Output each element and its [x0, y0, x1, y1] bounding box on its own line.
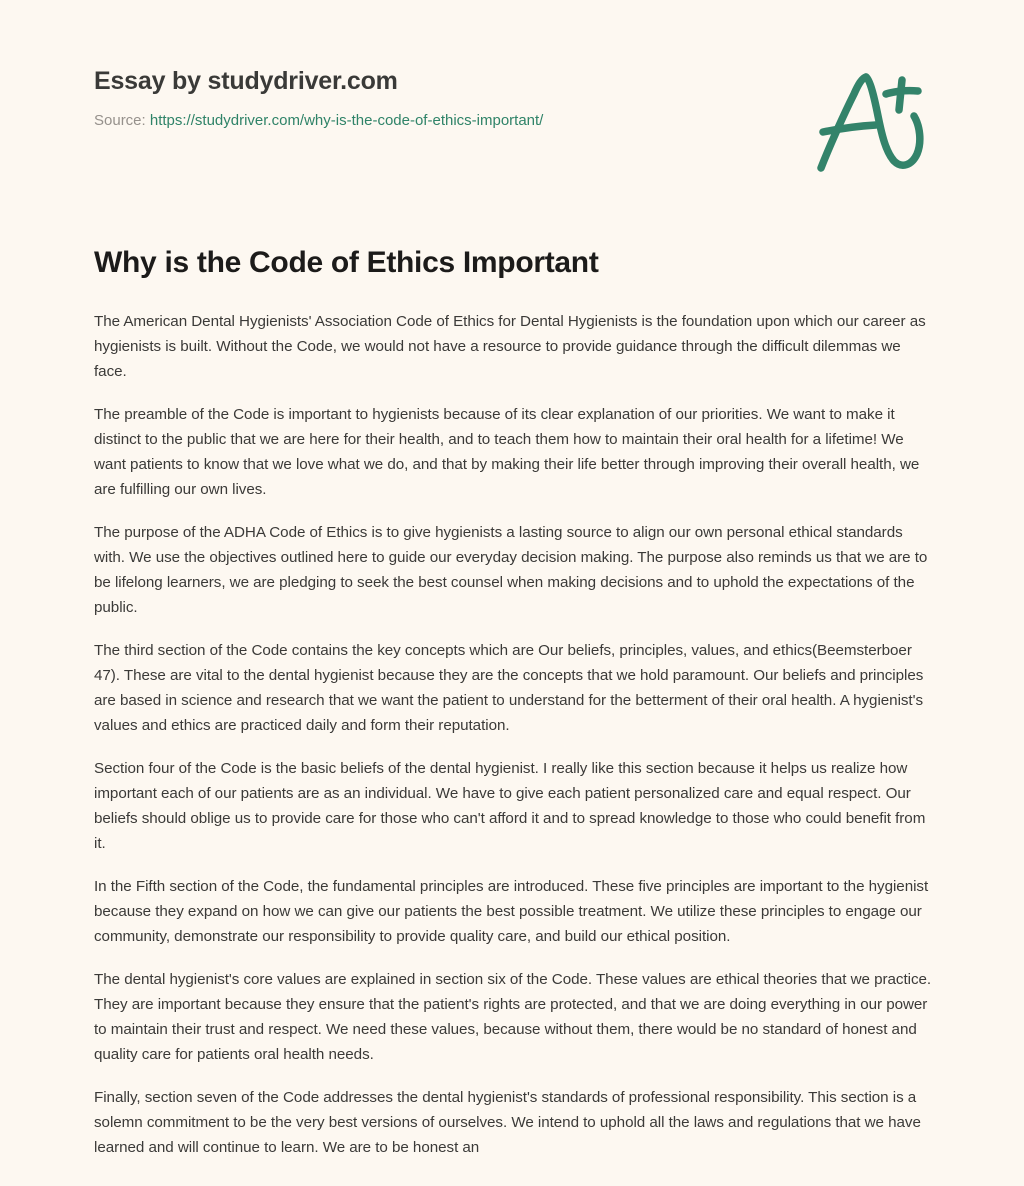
paragraph: In the Fifth section of the Code, the fundamental principles are introduced. These five principles are important to the hygienist because they expand on how we can give our patients the best possible treatment. We utilize these principles to engage our community, demonstrate our responsibility to provide quality care, and build our ethical position. — [94, 878, 929, 945]
a-plus-icon — [806, 66, 936, 176]
source-line — [94, 112, 794, 130]
paragraph: The purpose of the ADHA Code of Ethics is to give hygienists a lasting source to align our own personal ethical standards with. We use the objectives outlined here to guide our everyday decision making. The purpose also reminds us that we are to be lifelong learners, we are pledging to seek the best counsel when making decisions and to uphold the expectations of the public. — [94, 524, 928, 616]
source-url-link[interactable]: https://studydriver.com/why-is-the-code-of-ethics-important/ — [149, 111, 544, 129]
paragraph: The preamble of the Code is important to hygienists because of its clear explanation of our priorities. We want to make it distinct to the public that we are here for their health, and to teach them how to maintain their oral health for a lifetime! We want patients to know that we love what we do, and that by making their life better through improving their overall health, we are fulfilling our own lives. — [94, 406, 920, 498]
source-label: Source: — [94, 111, 146, 129]
paragraph: Section four of the Code is the basic beliefs of the dental hygienist. I really like this section because it helps us realize how important each of our patients are as an individual. We have to give each patient personalized care and equal respect. Our beliefs should oblige us to provide care for those who can't afford it and to spread knowledge to those who could benefit from it. — [94, 760, 926, 852]
article — [94, 245, 932, 1160]
brand-title: Essay by studydriver.com — [94, 67, 398, 95]
paragraph: The third section of the Code contains the key concepts which are Our beliefs, principles, values, and ethics(Beemsterboer 47). These are vital to the dental hygienist because they are the concepts that we hold paramount. Our beliefs and principles are based in science and research that we want the patient to understand for the betterment of their oral health. A hygienist's values and ethics are practiced daily and form their reputation. — [94, 642, 924, 734]
paragraph: The American Dental Hygienists' Association Code of Ethics for Dental Hygienists is the foundation upon which our career as hygienists is built. Without the Code, we would not have a resource to provide guidance through the difficult dilemmas we face. — [94, 313, 926, 380]
paragraph: Finally, section seven of the Code addresses the dental hygienist's standards of professional responsibility. This section is a solemn commitment to be the very best versions of ourselves. We intend to uphold all the laws and regulations that we have learned and will continue to learn. We are to be honest an — [94, 1089, 921, 1156]
page-header — [0, 0, 1024, 200]
brand-block — [94, 68, 794, 130]
article-body — [94, 309, 932, 1160]
paragraph: The dental hygienist's core values are explained in section six of the Code. These values are ethical theories that we practice. They are important because they ensure that the patient's rights are protected, and that we are doing everything in our power to maintain their trust and respect. We need these values, because without them, there would be no standard of honest and quality care for patients oral health needs. — [94, 971, 932, 1063]
studydriver-a-plus-logo[interactable] — [806, 66, 936, 176]
page-title: Why is the Code of Ethics Important — [94, 246, 599, 279]
